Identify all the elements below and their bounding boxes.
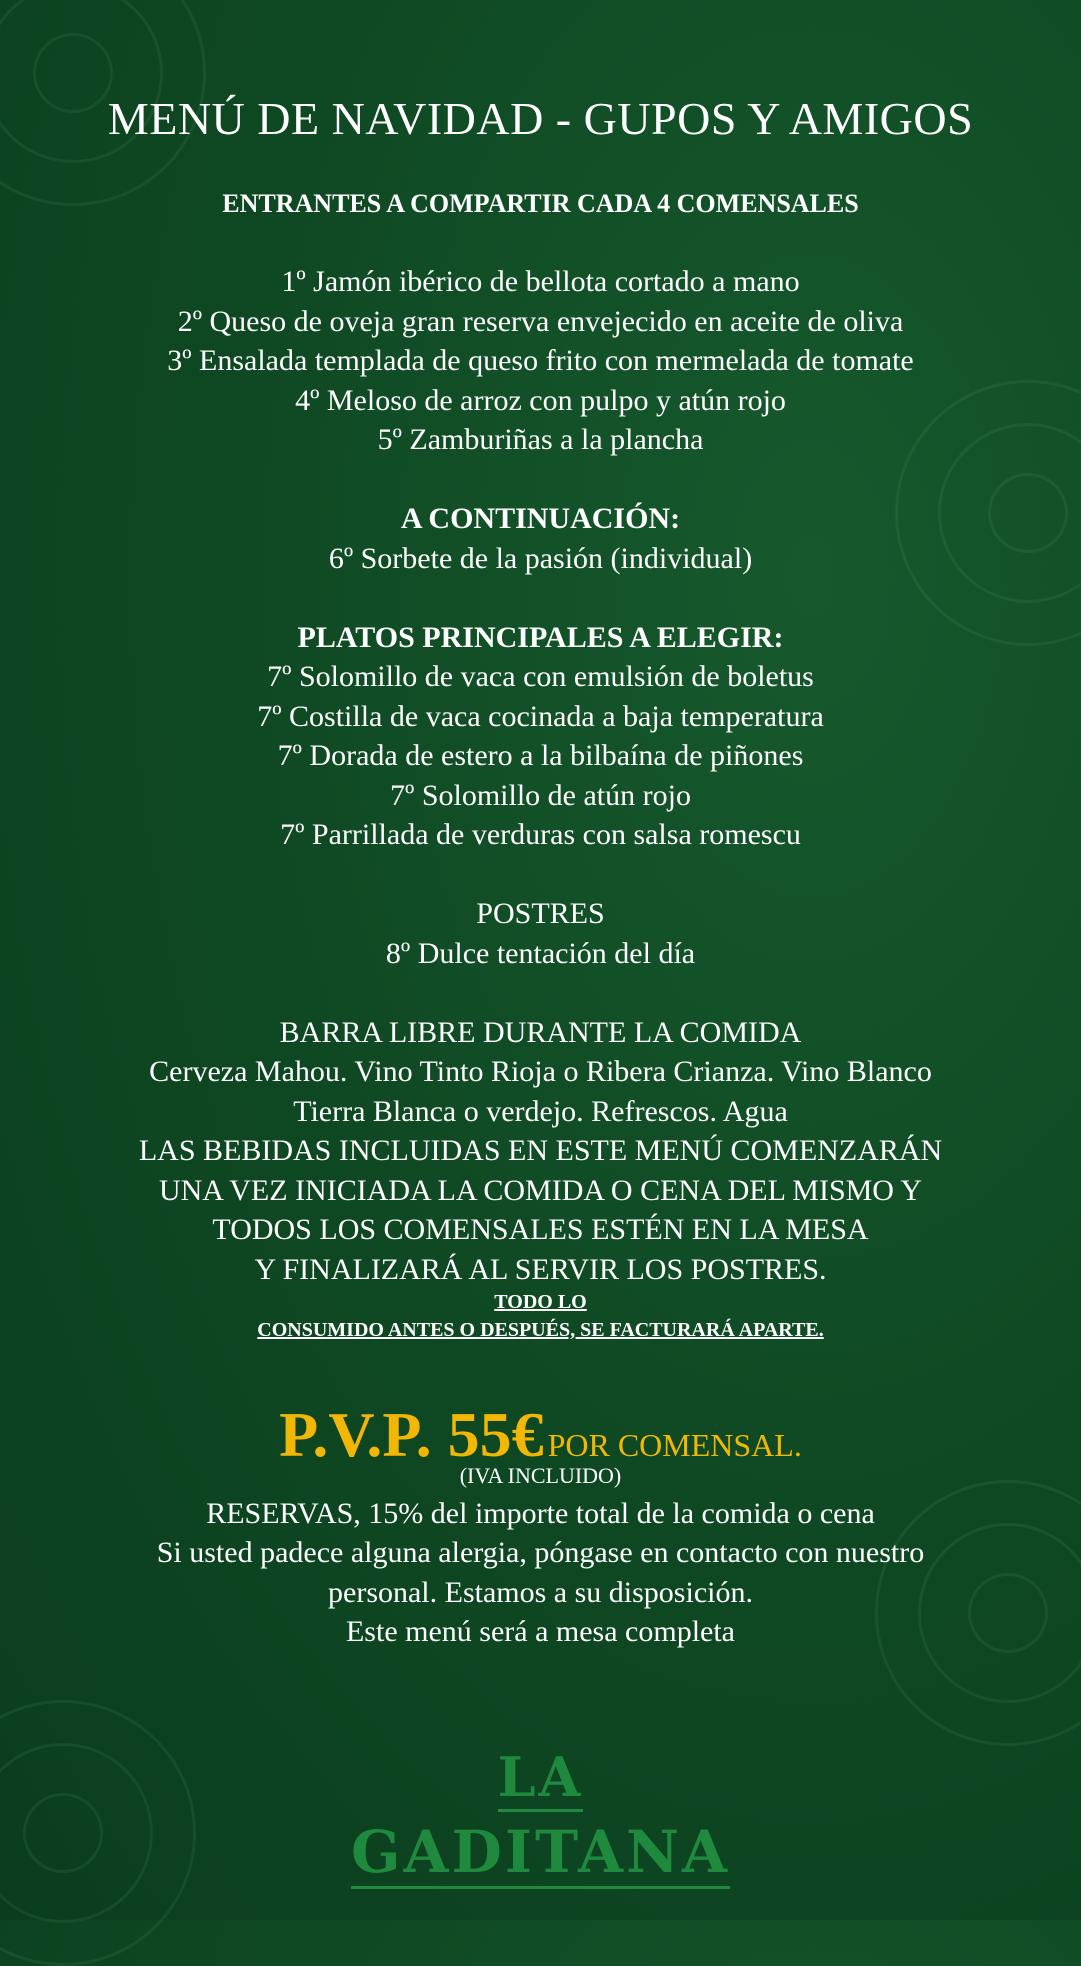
main-item: 7º Dorada de estero a la bilbaína de piñones xyxy=(277,739,804,772)
starter-item: 4º Meloso de arroz con pulpo y atún rojo xyxy=(295,384,786,417)
starter-item: 1º Jamón ibérico de bellota cortado a mano xyxy=(281,265,800,298)
footer-line: Este menú será a mesa completa xyxy=(345,1615,735,1648)
starters-heading: ENTRANTES A COMPARTIR CADA 4 COMENSALES xyxy=(222,189,859,218)
mains-heading: PLATOS PRINCIPALES A ELEGIR: xyxy=(297,621,784,654)
main-item: 7º Costilla de vaca cocinada a baja temperatura xyxy=(257,700,824,733)
footer-line: RESERVAS, 15% del importe total de la comida o cena xyxy=(206,1497,875,1530)
bar-heading: BARRA LIBRE DURANTE LA COMIDA xyxy=(279,1016,802,1049)
logo-line-1 xyxy=(0,1745,1081,1809)
desserts-heading: POSTRES xyxy=(476,897,605,930)
bar-line: UNA VEZ INICIADA LA COMIDA O CENA DEL MISMO Y xyxy=(158,1174,923,1207)
price-tax: (IVA INCLUIDO) xyxy=(459,1463,622,1488)
bar-line: Cerveza Mahou. Vino Tinto Rioja o Ribera Crianza. Vino Blanco xyxy=(149,1055,932,1088)
note-line: TODO LO xyxy=(494,1291,587,1313)
price-block xyxy=(0,1398,1081,1472)
main-item: 7º Solomillo de atún rojo xyxy=(390,779,691,812)
logo-line-2 xyxy=(0,1818,1081,1886)
bar-line: Y FINALIZARÁ AL SERVIR LOS POSTRES. xyxy=(254,1253,827,1286)
starter-item: 2º Queso de oveja gran reserva envejecido en aceite de oliva xyxy=(177,305,904,338)
price-per: POR COMENSAL. xyxy=(547,1427,802,1463)
bar-line: Tierra Blanca o verdejo. Refrescos. Agua xyxy=(293,1095,788,1128)
logo-text-la: LA xyxy=(498,1745,584,1812)
starter-item: 3º Ensalada templada de queso frito con mermelada de tomate xyxy=(167,344,914,377)
bar-line: LAS BEBIDAS INCLUIDAS EN ESTE MENÚ COMENZARÁN xyxy=(138,1134,943,1167)
footer-line: Si usted padece alguna alergia, póngase en contacto con nuestro xyxy=(156,1536,925,1569)
menu-title: MENÚ DE NAVIDAD - GUPOS Y AMIGOS xyxy=(107,93,974,144)
continuation-heading: A CONTINUACIÓN: xyxy=(400,502,681,535)
footer-line: personal. Estamos a su disposición. xyxy=(328,1576,753,1609)
note-line: CONSUMIDO ANTES O DESPUÉS, SE FACTURARÁ APARTE. xyxy=(257,1319,824,1341)
dessert-item: 8º Dulce tentación del día xyxy=(385,937,696,970)
continuation-item: 6º Sorbete de la pasión (individual) xyxy=(328,542,753,575)
logo-text-gaditana: GADITANA xyxy=(351,1818,730,1889)
main-item: 7º Parrillada de verduras con salsa romescu xyxy=(280,818,801,851)
price-amount: P.V.P. 55€ xyxy=(279,1399,544,1470)
main-item: 7º Solomillo de vaca con emulsión de boletus xyxy=(267,660,814,693)
starter-item: 5º Zamburiñas a la plancha xyxy=(377,423,704,456)
bar-line: TODOS LOS COMENSALES ESTÉN EN LA MESA xyxy=(212,1213,869,1246)
